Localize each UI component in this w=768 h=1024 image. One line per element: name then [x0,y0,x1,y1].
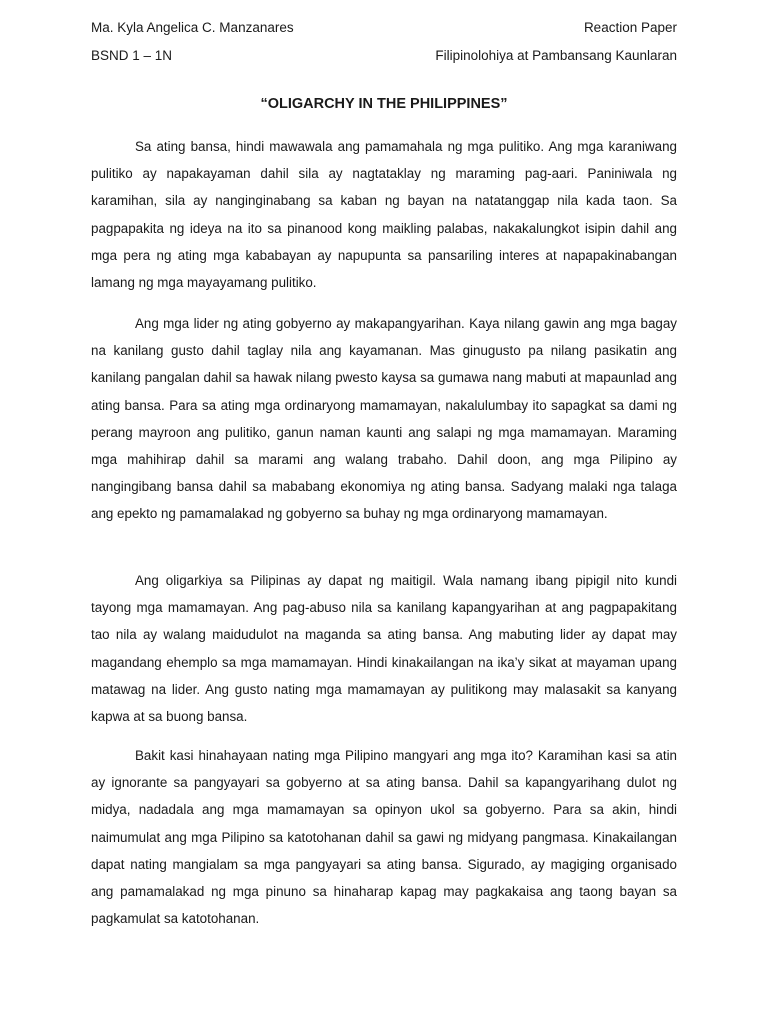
course-name: Filipinolohiya at Pambansang Kaunlaran [435,48,677,63]
author-name: Ma. Kyla Angelica C. Manzanares [91,20,294,35]
section-code: BSND 1 – 1N [91,48,173,63]
body-paragraph-4: Bakit kasi hinahayaan nating mga Pilipino mangyari ang mga ito? Karamihan kasi sa atin ay ignorante sa pangyayari sa gobyerno at sa ating bansa. Dahil sa kapangyarihang dulot ng midya, nadadala ang mga mamamayan sa opinyon ukol sa gobyerno. Para sa akin, hindi naimumulat ang mga Pilipino sa katotohanan dahil sa gawi ng midyang pangmasa. Kinakailangan dapat nating mangialam sa mga pangyayari sa ating bansa. Sigurado, ay magiging organisado ang pamamalakad ng mga pinuno sa hinaharap kapag may pagkakaisa ang taong bayan sa pagkamulat sa katotohanan. [91,748,677,927]
body-paragraph-3: Ang oligarkiya sa Pilipinas ay dapat ng maitigil. Wala namang ibang pipigil nito kundi tayong mga mamamayan. Ang pag-abuso nila sa kanilang kapangyarihan at ang pagpapakitang tao nila ay walang maidudulot na maganda sa ating bansa. Ang mabuting lider ay dapat may magandang ehemplo sa mga mamamayan. Hindi kinakailangan na ika’y sikat at mayaman upang matawag na lider. Ang gusto nating mga mamamayan ay pulitikong may malasakit sa kanyang kapwa at sa buong bansa. [91,573,677,725]
body-paragraph-2: Ang mga lider ng ating gobyerno ay makapangyarihan. Kaya nilang gawin ang mga bagay na kanilang gusto dahil taglay nila ang kayamanan. Mas ginugusto pa nilang pasikatin ang kanilang pangalan dahil sa hawak nilang pwesto kaysa sa gumawa nang mabuti at mapaunlad ang ating bansa. Para sa ating mga ordinaryong mamamayan, nakalulumbay ito sapagkat sa dami ng perang mayroon ang pulitiko, ganun naman kaunti ang salapi ng mga mamamayan. Maraming mga mahihirap dahil sa marami ang walang trabaho. Dahil doon, ang mga Pilipino ay nangingibang bansa dahil sa mababang ekonomiya ng ating bansa. Sadyang malaki nga talaga ang epekto ng pamamalakad ng gobyerno sa buhay ng mga ordinaryong mamamayan. [91,316,677,522]
paper-title: “OLIGARCHY IN THE PHILIPPINES” [260,96,508,112]
document-type: Reaction Paper [583,20,677,35]
body-paragraph-1: Sa ating bansa, hindi mawawala ang pamamahala ng mga pulitiko. Ang mga karaniwang pulitiko ay napakayaman dahil sila ay nagtataklay ng maraming pag-aari. Paniniwala ng karamihan, sila ay nanginginabang sa kaban ng bayan na natatanggap nila kada taon. Sa pagpapakita ng ideya na ito sa pinanood kong maikling palabas, nakakalungkot isipin dahil ang mga pera ng ating mga kababayan ay napupunta sa pansariling interes at napapakinabangan lamang ng mga mayayamang pulitiko. [91,139,677,291]
document-page [91,0,677,1024]
